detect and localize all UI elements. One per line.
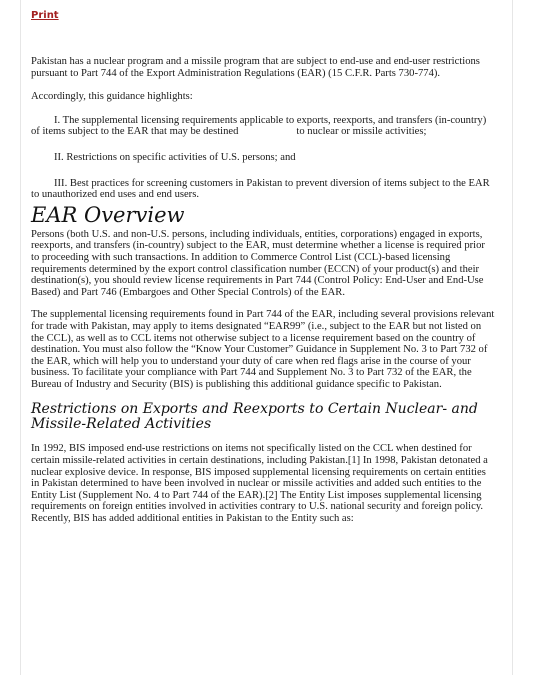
restrictions-heading: Restrictions on Exports and Reexports to Certain Nuclear- and Missile-Related Activities [31,401,478,433]
overview-paragraph-2: The supplemental licensing requirements found in Part 744 of the EAR, including several provisions relevant for trade with Pakistan, may apply to items designated “EAR99” (i.e., subject to the EAR but not listed on the CCL), as well as to CCL items not otherwise subject to a license requirement based on the country of destination. You must also follow the “Know Your Customer” Guidance in Supplement No. 3 to Part 732 of the EAR, which will help you to understand your duty of care when red flags arise in the course of your business. To facilitate your compliance with Part 744 and Supplement No. 3 to Part 732 of the EAR, the Bureau of Industry and Security (BIS) is publishing this additional guidance specific to Pakistan. [31,309,495,390]
highlights-lead: Accordingly, this guidance highlights: [31,91,193,103]
highlight-item-1 [31,115,495,138]
ear-overview-heading: EAR Overview [31,202,185,227]
print-link[interactable]: Print [31,10,59,21]
intro-paragraph: Pakistan has a nuclear program and a missile program that are subject to end-use and end-user restrictions pursuant to Part 744 of the Export Administration Regulations (EAR) (15 C.F.R. Parts 730-774). [31,56,480,79]
highlight-item-2: II. Restrictions on specific activities of U.S. persons; and [54,151,296,163]
highlight-item-3: III. Best practices for screening customers in Pakistan to prevent diversion of items subject to the EAR to unauthorized end uses and end users. [31,177,490,201]
document-body [31,56,495,525]
overview-paragraph-1: Persons (both U.S. and non-U.S. persons, including individuals, entities, corporations) engaged in exports, reexports, and transfers (in-country) subject to the EAR, must determine whether a license is required prior to proceeding with such transactions. In addition to Commerce Control List (CCL)-based licensing requirements determined by the export control classification number (ECCN) of your product(s) and their destination(s), you should review license requirements in Part 744 (Control Policy: End-User and End-Use Based) and Part 746 (Embargoes and Other Special Controls) of the EAR. [31,228,485,298]
highlight-item-1-text-b: to nuclear or missile activities; [296,126,427,138]
restrictions-paragraph: In 1992, BIS imposed end-use restrictions on items not specifically listed on the CCL when destined for certain missile-related activities in certain destinations, including Pakistan.[1] In 1998, Pakistan detonated a nuclear explosive device. In response, BIS imposed supplemental licensing requirements on certain entities in Pakistan determined to have been involved in nuclear or missile activities and added such entities to the Entity List (Supplement No. 4 to Part 744 of the EAR).[2] The Entity List imposes supplemental licensing requirements on foreign entities involved in activities contrary to U.S. national security and foreign policy. Recently, BIS has added additional entities in Pakistan to the Entity such as: [31,443,488,525]
highlight-item-1-text-a: I. The supplemental licensing requirements applicable to exports, reexports, and transfers (in-country) of items subject to the EAR that may be destined [31,114,487,138]
